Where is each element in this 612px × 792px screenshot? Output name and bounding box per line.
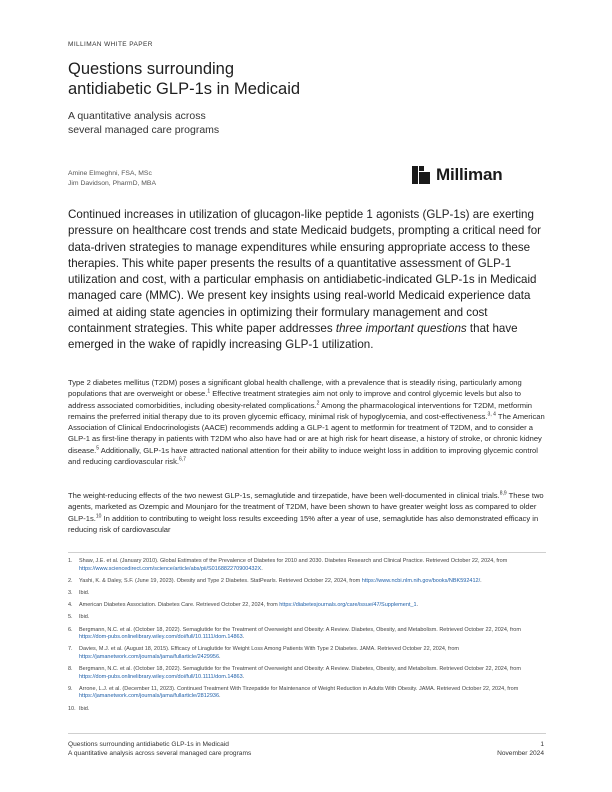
footnote-number: 7.	[68, 646, 73, 653]
footnote-tail: .	[219, 653, 221, 660]
footnote-item	[68, 602, 546, 610]
subtitle-line-2: several managed care programs	[68, 124, 220, 136]
footnote-tail: .	[242, 634, 245, 641]
footnote-text: Ibid.	[79, 589, 90, 596]
p1-sentence-5: Additionally, GLP-1s have attracted national attention for their ability to induce weight loss in addition to improving glycemic control and reducing cardiovascular risk.	[68, 445, 538, 467]
page-title	[68, 59, 488, 99]
footnote-item	[68, 590, 546, 598]
footnote-text: Bergmann, N.C. et al. (October 18, 2022). Semaglutide for the Treatment of Overweight and Obesity: A Review. Diabetes, Obesity, and Metabolism. Retrieved October 22, 2024, from	[79, 666, 521, 673]
footnote-number: 5.	[68, 614, 73, 621]
footnote-ref[interactable]: 1	[207, 388, 211, 395]
page-number: 1	[540, 741, 544, 748]
footnote-link[interactable]: https://diabetesjournals.org/care/issue/47/Supplement_1	[279, 602, 417, 609]
intro-text-2: that have emerged in the wake of rapidly increasing GLP-1 utilization.	[68, 322, 518, 352]
footnote-item	[68, 686, 546, 701]
footnote-item	[68, 614, 546, 622]
author-1: Amine Elmeghni, FSA, MSc	[68, 170, 152, 177]
footer-divider	[68, 733, 546, 734]
footnote-ref[interactable]: 3, 4	[487, 411, 496, 418]
footer-doc-title	[68, 741, 251, 758]
footnote-number: 10.	[68, 705, 76, 712]
footnote-text: Yashi, K. & Daley, S.F. (June 19, 2023). Obesity and Type 2 Diabetes. StatPearls. Retrieved October 22, 2024, from	[79, 577, 362, 584]
footnote-item	[68, 558, 546, 573]
p2-sentence-3: In addition to contributing to weight loss results exceeding 15% after a year of use, semaglutide has also demonstrated efficacy in reducing risk of cardiovascular	[68, 513, 539, 534]
footnote-divider	[68, 552, 546, 553]
intro-paragraph	[68, 207, 546, 354]
footer-title-line-2: A quantitative analysis across several managed care programs	[68, 749, 252, 757]
body-paragraph-1	[68, 377, 546, 467]
author-2: Jim Davidson, PharmD, MBA	[68, 179, 157, 187]
page-subtitle	[68, 109, 488, 137]
footnote-number: 6.	[68, 626, 73, 633]
footnote-ref[interactable]: 2	[316, 400, 320, 407]
footnote-text: Arrone, L.J. et al. (December 11, 2023). Continued Treatment With Tirzepatide for Maintenance of Weight Reduction in Adults With Obesity. JAMA. Retrieved October 22, 2024, from	[79, 685, 519, 692]
footer-title-line-1: Questions surrounding antidiabetic GLP-1s in Medicaid	[68, 741, 229, 748]
footnote-number: 1.	[68, 558, 73, 564]
footnote-text: Shaw, J.E. et al. (January 2010). Global Estimates of the Prevalence of Diabetes for 2010 and 2030. Diabetes Research and Clinical Practice. Retrieved October 22, 2024, from	[79, 558, 508, 564]
p1-sentence-3: Among the pharmacological interventions for T2DM, metformin remains the preferred initial therapy due to its proven glycemic efficacy, minimal risk of hypoglycemia, and cost-effectiveness.	[68, 400, 532, 421]
footnote-text: Ibid.	[79, 705, 90, 712]
footnote-tail: .	[219, 693, 221, 700]
footnote-number: 3.	[68, 589, 73, 596]
p2-sentence-2: These two agents, marketed as Ozempic and Mounjaro for the treatment of T2DM, have been shown to have greater weight loss as compared to older GLP-1s.	[68, 491, 544, 523]
body-paragraph-2	[68, 490, 546, 535]
p1-sentence-4: The American Association of Clinical Endocrinologists (AACE) recommends adding a GLP-1 agent to metformin for treatment of T2DM, and to consider a GLP-1 as first-line therapy in patients with T2DM who also have had or are at high risk for heart disease, a history of stroke, or chronic kidney disease.	[68, 411, 545, 455]
footnote-text: Davies, M.J. et al. (August 18, 2015). Efficacy of Liraglutide for Weight Loss Among Patients With Type 2 Diabetes. JAMA. Retrieved October 22, 2024, from	[79, 646, 459, 653]
publication-date: November 2024	[497, 749, 544, 757]
footnote-item	[68, 646, 546, 661]
authors	[68, 169, 156, 188]
footnote-link[interactable]: https://dom-pubs.onlinelibrary.wiley.com/doi/full/10.1111/dom.14863	[79, 634, 243, 641]
milliman-logo	[412, 163, 547, 187]
footnote-ref[interactable]: 8,9	[499, 490, 507, 497]
milliman-logo-icon	[412, 166, 430, 184]
footnote-link[interactable]: https://www.ncbi.nlm.nih.gov/books/NBK592412/	[361, 577, 481, 584]
footnote-number: 2.	[68, 577, 73, 584]
footer-meta	[497, 741, 544, 758]
footnotes-list	[68, 558, 546, 718]
footnote-item	[68, 706, 546, 714]
footnote-link[interactable]: https://jamanetwork.com/journals/jama/fullarticle/2429956	[79, 653, 220, 660]
footnote-link[interactable]: https://dom-pubs.onlinelibrary.wiley.com/doi/full/10.1111/dom.14863	[79, 673, 243, 680]
footnote-ref[interactable]: 5	[96, 445, 100, 452]
footnote-number: 8.	[68, 666, 73, 673]
footnote-number: 9.	[68, 685, 73, 692]
footnote-tail: .	[416, 602, 419, 609]
intro-emphasis: three important questions	[335, 322, 467, 336]
footnote-ref[interactable]: 6,7	[179, 456, 186, 463]
p1-sentence-1: Type 2 diabetes mellitus (T2DM) poses a significant global health challenge, with a prevalence that is steadily rising, particularly among populations that are overweight or obese.	[68, 378, 522, 399]
footnote-item	[68, 578, 546, 586]
footnote-link[interactable]: https://jamanetwork.com/journals/jama/fullarticle/2812936	[79, 693, 220, 700]
p2-sentence-1: The weight-reducing effects of the two newest GLP-1s, semaglutide and tirzepatide, have been well-documented in clinical trials.	[68, 491, 500, 500]
title-line-1: Questions surrounding	[68, 60, 235, 78]
footnote-ref[interactable]: 10	[95, 513, 102, 520]
eyebrow-label: MILLIMAN WHITE PAPER	[68, 41, 153, 48]
footnote-tail: .	[261, 565, 263, 572]
footnote-link[interactable]: https://www.sciencedirect.com/science/article/abs/pii/S016882270900432X	[79, 565, 262, 572]
footnote-text: American Diabetes Association. Diabetes Care. Retrieved October 22, 2024, from	[79, 602, 280, 609]
intro-text-1: Continued increases in utilization of glucagon-like peptide 1 agonists (GLP-1s) are exerting pressure on healthcare cost trends and state Medicaid budgets, prompting a critical need for data-driven strategies to manage expenditures while ensuring appropriate access to these therapies. This white paper presents the results of a quantitative assessment of GLP-1 utilization and cost, with a particular emphasis on antidiabetic-indicated GLP-1s in Medicaid managed care (MMC). We present key insights using real-world Medicaid experience data aimed at aiding state agencies in optimizing their formulary management and cost containment strategies. This white paper addresses	[68, 208, 542, 336]
footnote-number: 4.	[68, 602, 73, 609]
logo-wordmark: Milliman	[436, 165, 503, 184]
footnote-text: Bergmann, N.C. et al. (October 18, 2022). Semaglutide for the Treatment of Overweight and Obesity: A Review. Diabetes, Obesity, and Metabolism. Retrieved October 22, 2024, from	[79, 626, 521, 633]
title-line-2: antidiabetic GLP-1s in Medicaid	[68, 80, 301, 98]
subtitle-line-1: A quantitative analysis across	[68, 110, 206, 122]
footnote-item	[68, 627, 546, 642]
footnote-text: Ibid.	[79, 614, 90, 621]
footnote-item	[68, 666, 546, 681]
footnote-tail: .	[480, 577, 482, 584]
p1-sentence-2: Effective treatment strategies aim not only to improve and control glycemic levels but also to address associated comorbidities, including obesity-related complications.	[68, 389, 522, 410]
footnote-tail: .	[242, 673, 245, 680]
